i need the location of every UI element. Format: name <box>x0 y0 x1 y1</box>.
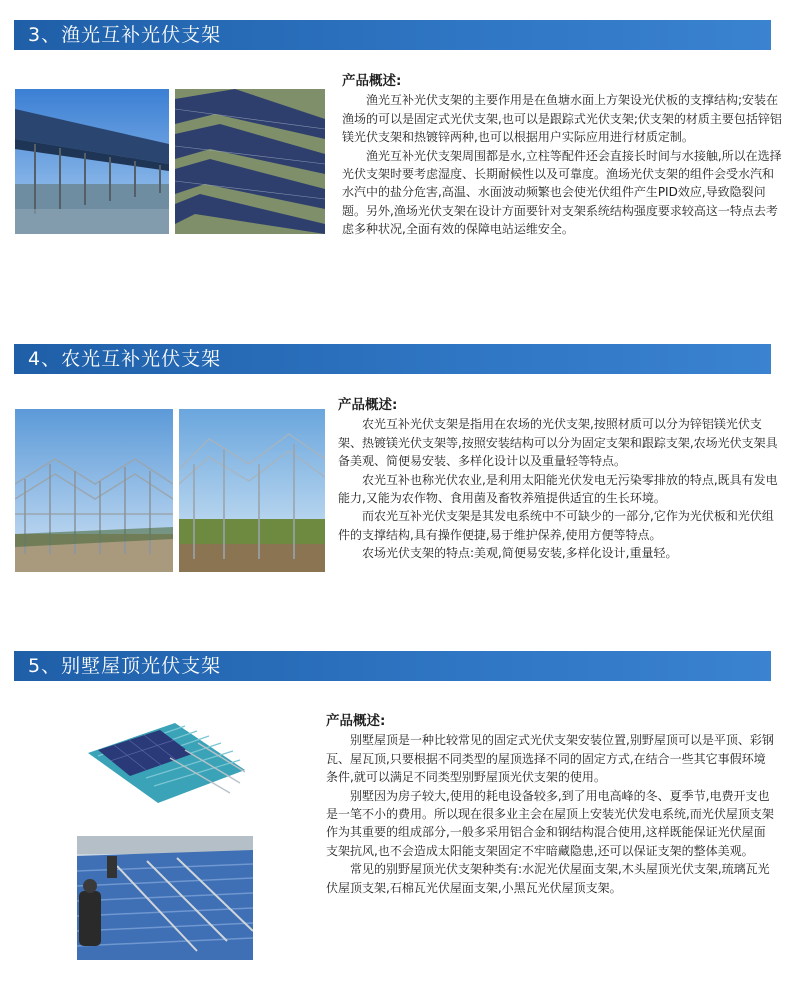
agriculture-paragraph-2: 农光互补也称光伏农业,是利用太阳能光伏发电无污染零排放的特点,既具有发电能力,又能为农作物、食用菌及畜牧养殖提供适宜的生长环境。 <box>338 472 778 506</box>
villa-roof-overview-heading: 产品概述: <box>326 713 386 729</box>
fishery-photo-left <box>15 89 169 234</box>
fishery-overview-heading: 产品概述: <box>342 73 402 89</box>
villa-roof-paragraph-1: 别墅屋顶是一种比较常见的固定式光伏支架安装位置,别野屋顶可以是平顶、彩钢瓦、屋瓦顶,只要根据不同类型的屋顶选择不同的固定方式,在结合一些其它事假环境条件,就可以满足不同类型别野屋顶光伏支架的使用。 <box>326 733 774 785</box>
villa-roof-description <box>326 712 776 897</box>
section-banner-agriculture: 4、农光互补光伏支架 <box>14 344 771 374</box>
villa-roof-paragraph-3: 常见的别野屋顶光伏支架种类有:水泥光伏屋面支架,木头屋顶光伏支架,琉璃瓦光伏屋顶支架,石棉瓦光伏屋面支架,小黑瓦光伏屋顶支架。 <box>326 862 770 895</box>
villa-roof-photo <box>77 836 253 960</box>
section-banner-fishery: 3、渔光互补光伏支架 <box>14 20 771 50</box>
fishery-description <box>342 72 782 239</box>
agriculture-overview-heading: 产品概述: <box>338 397 398 413</box>
agriculture-photo-left <box>15 409 173 572</box>
agriculture-photo-right <box>179 409 325 572</box>
agriculture-paragraph-1: 农光互补光伏支架是指用在农场的光伏支架,按照材质可以分为锌铝镁光伏支架、热镀镁光伏支架等,按照安装结构可以分为固定支架和跟踪支架,农场光伏支架具备美观、简便易安装、多样化设计以及重量轻等特点。 <box>338 417 778 469</box>
section-banner-villa-roof: 5、别墅屋顶光伏支架 <box>14 651 771 681</box>
fishery-paragraph-1: 渔光互补光伏支架的主要作用是在鱼塘水面上方架设光伏板的支撑结构;安装在渔场的可以是固定式光伏支架,也可以是跟踪式光伏支架;伏支架的材质主要包括锌铝镁光伏支架和热镀锌两种,也可以根据用户实际应用进行材质定制。 <box>342 93 782 145</box>
villa-roof-diagram <box>80 698 252 816</box>
villa-roof-paragraph-2: 别墅因为房子较大,使用的耗电设备较多,到了用电高峰的冬、夏季节,电费开支也是一笔不小的费用。所以现在很多业主会在屋顶上安装光伏发电系统,而光伏屋顶支架作为其重要的组成部分,一般多采用铝合金和钢结构混合使用,这样既能保证光伏屋面支架抗风,也不会造成太阳能支架固定不牢暗藏隐患,还可以保证支架的整体美观。 <box>326 788 774 858</box>
agriculture-description <box>338 396 778 563</box>
agriculture-paragraph-3: 而农光互补光伏支架是其发电系统中不可缺少的一部分,它作为光伏板和光伏组件的支撑结构,具有操作便捷,易于维护保养,使用方便等特点。 <box>338 509 774 542</box>
fishery-photo-right <box>175 89 325 234</box>
fishery-paragraph-2: 渔光互补光伏支架周围都是水,立柱等配件还会直接长时间与水接触,所以在选择光伏支架时要考虑湿度、长期耐候性以及可靠度。渔场光伏支架的组件会受水汽和水汽中的盐分危害,高温、水面波动频繁也会使光伏组件产生PID效应,导致隐裂问题。另外,渔场光伏支架在设计方面要针对支架系统结构强度要求较高这一特点去考虑多种状况,全面有效的保障电站运维安全。 <box>342 148 782 237</box>
agriculture-paragraph-4: 农场光伏支架的特点:美观,简便易安装,多样化设计,重量轻。 <box>362 546 678 561</box>
